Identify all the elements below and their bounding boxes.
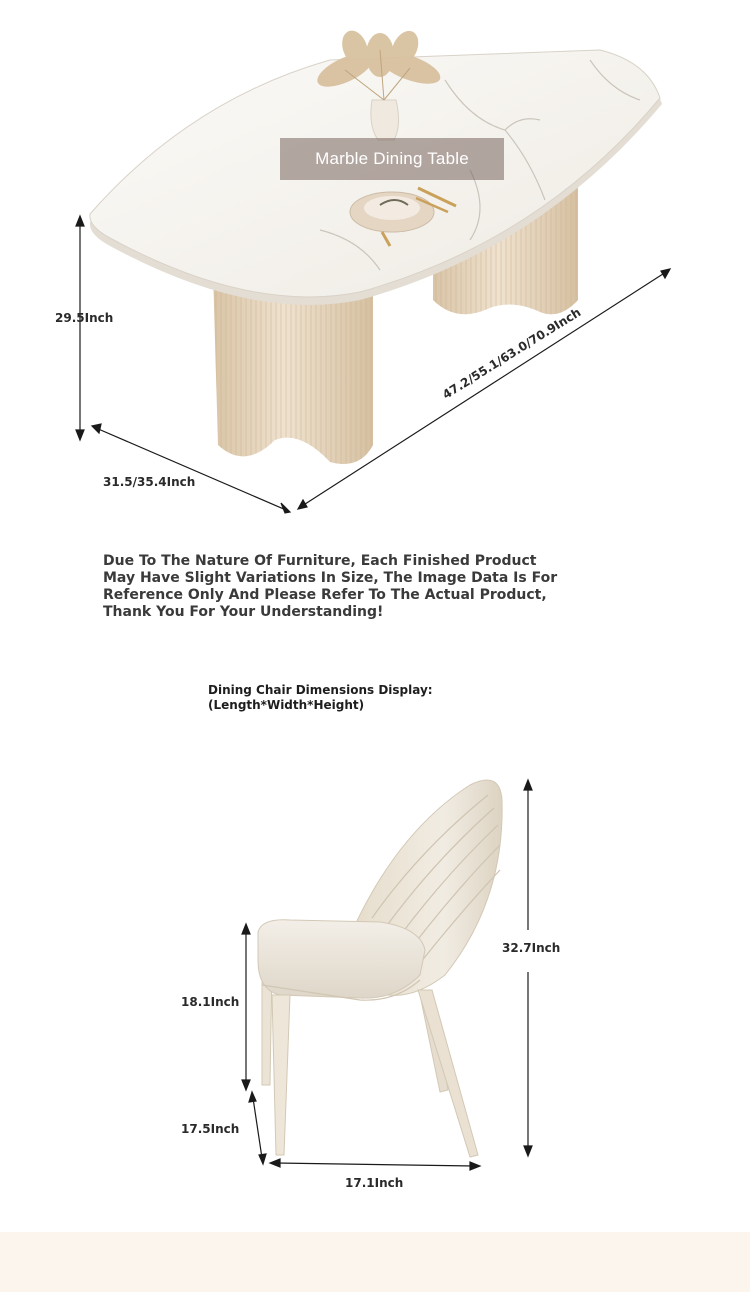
chair-heading-subtitle: (Length*Width*Height): [208, 698, 365, 712]
table-height-label: 29.5Inch: [55, 311, 114, 325]
product-title-banner: Marble Dining Table: [280, 138, 504, 180]
chair-heading-title: Dining Chair Dimensions Display:: [208, 683, 433, 697]
chair-seat-height-label: 18.1Inch: [181, 995, 240, 1009]
table-length-label: 47.2/55.1/63.0/70.9Inch: [440, 305, 584, 402]
table-width-label: 31.5/35.4Inch: [103, 475, 196, 489]
chair-total-height-label: 32.7Inch: [502, 941, 561, 955]
size-variation-notice: Due To The Nature Of Furniture, Each Finished Product May Have Slight Variations In Size, The Image Data Is For Reference Only And Please Refer To The Actual Product, Thank You For Your Understanding!: [103, 553, 558, 620]
chair-width-label: 17.1Inch: [345, 1176, 404, 1190]
chair-seat: [258, 920, 425, 998]
footer-band: [0, 1232, 750, 1292]
chair-front-legs: [272, 990, 478, 1157]
chair-depth-label: 17.5Inch: [181, 1122, 240, 1136]
